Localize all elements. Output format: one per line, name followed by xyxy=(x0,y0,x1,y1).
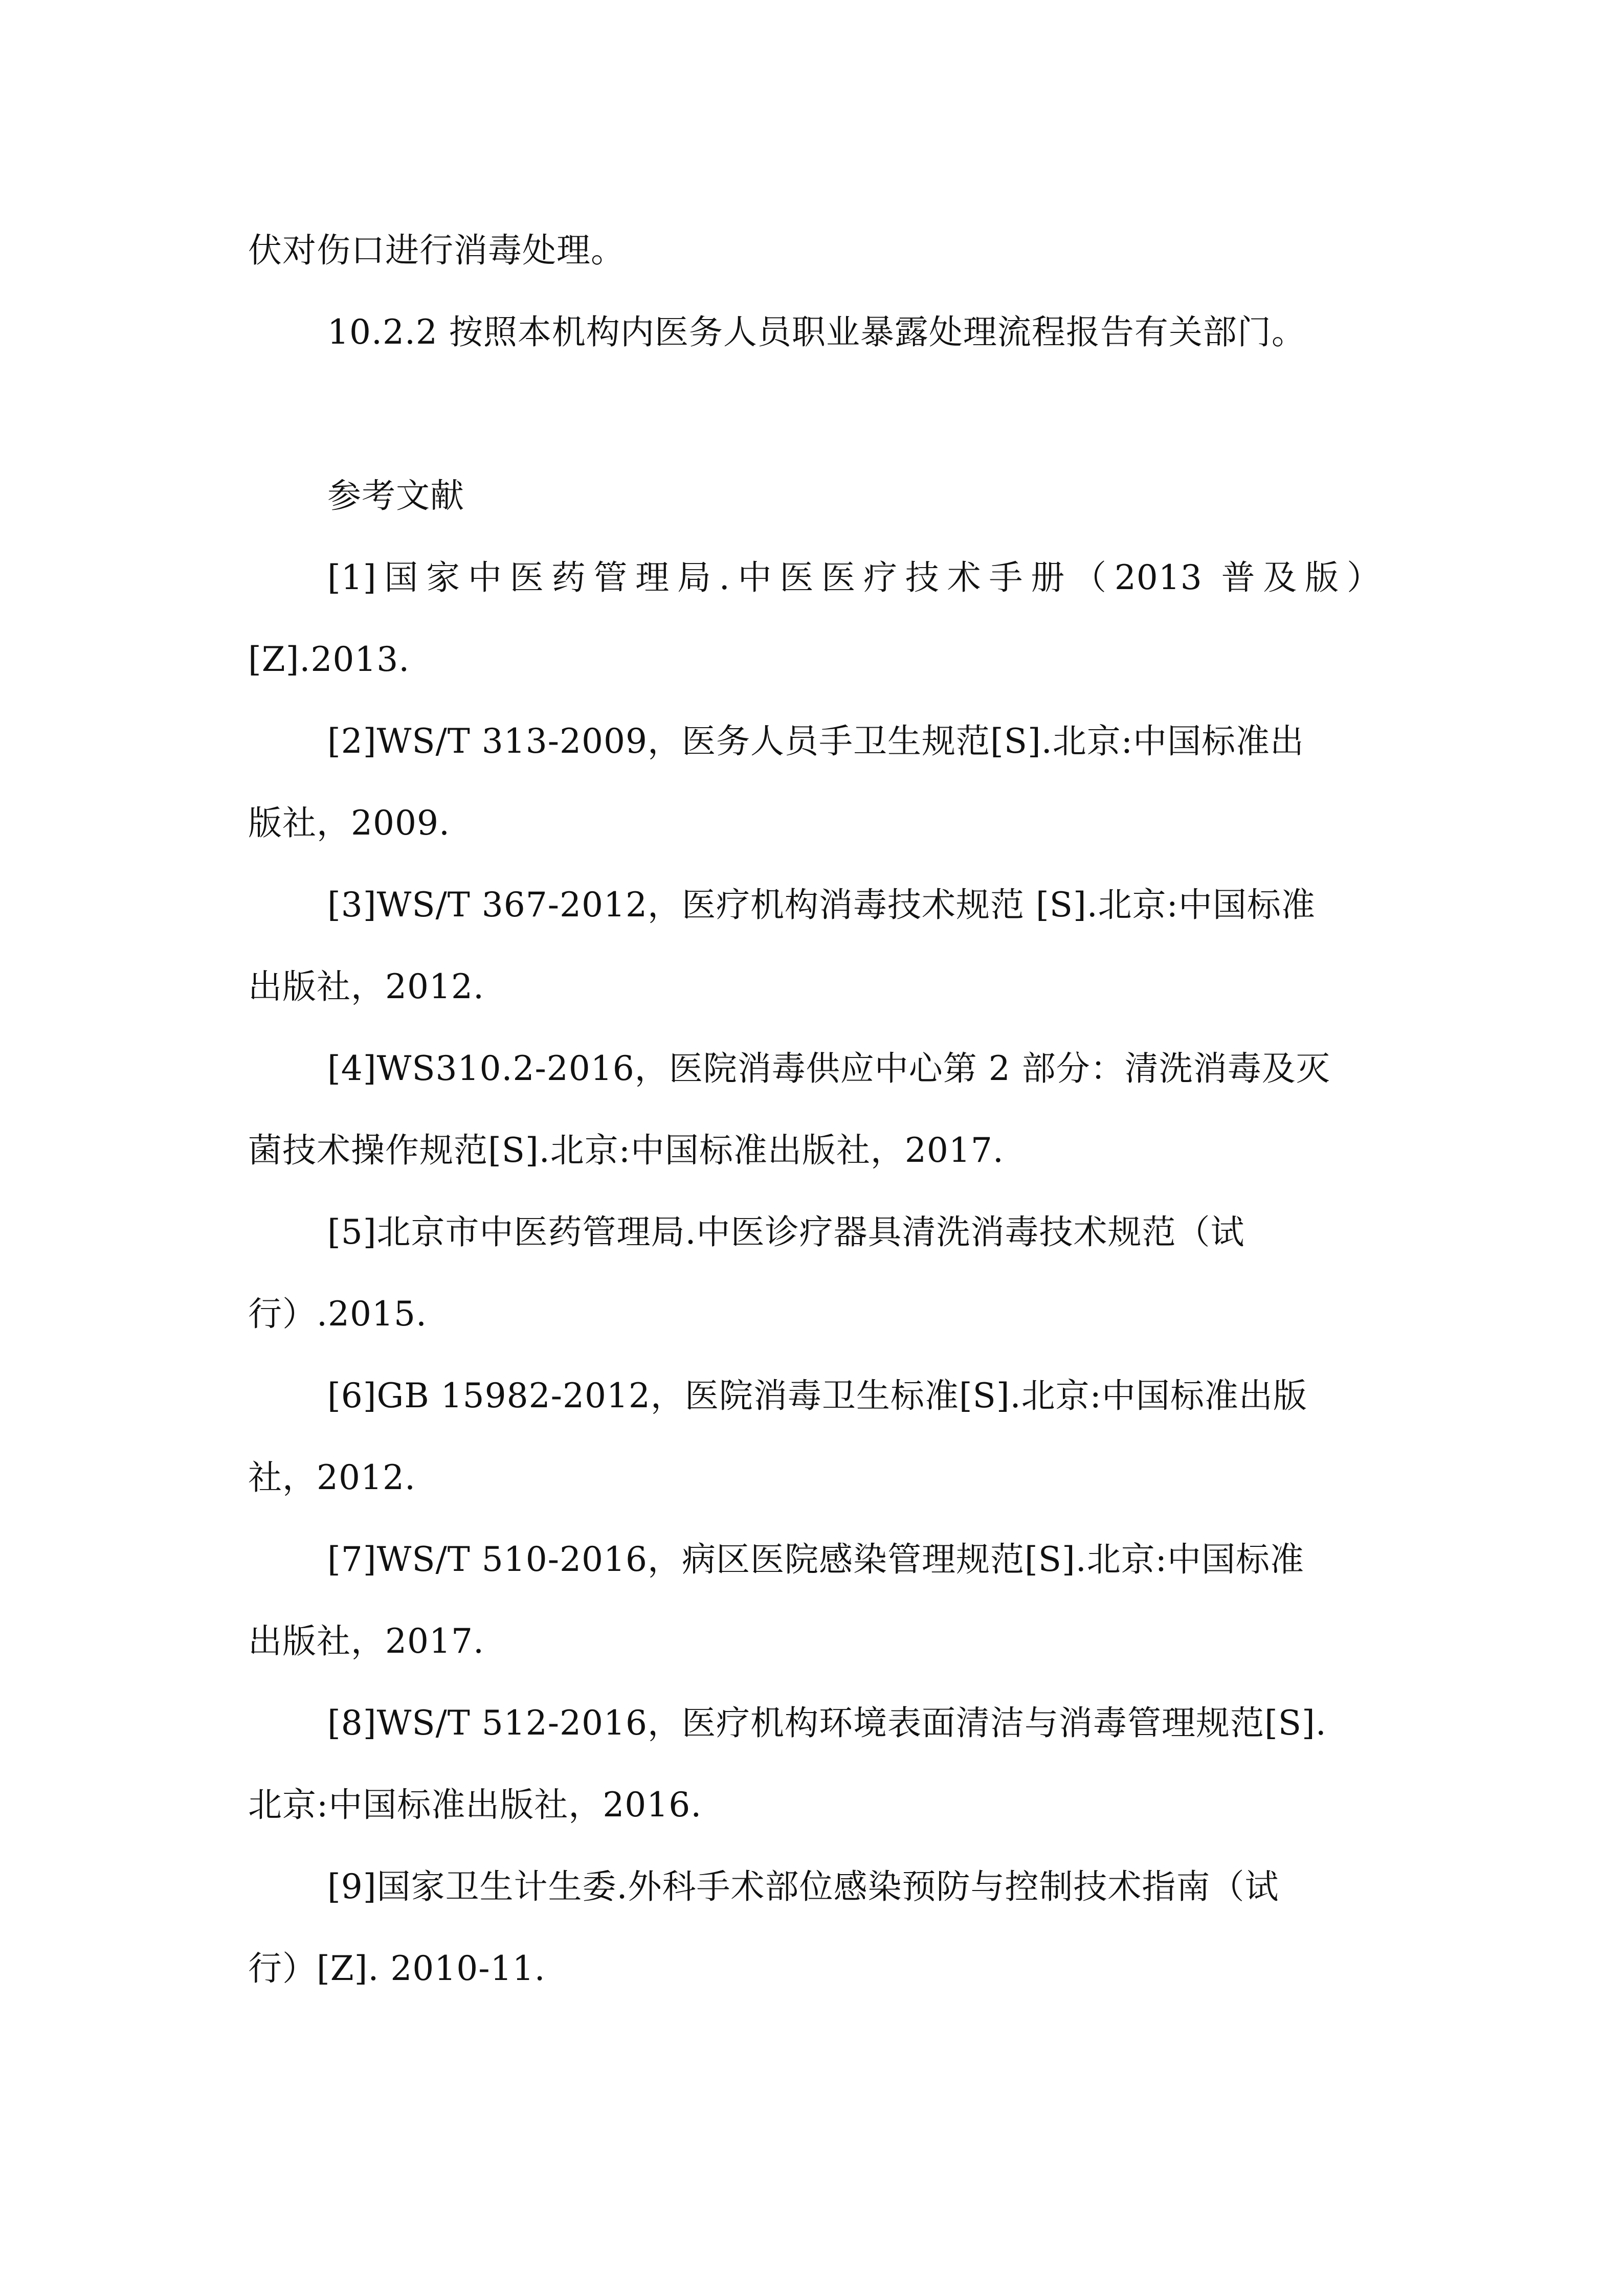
reference-8-line-2: 北京:中国标准出版社，2016. xyxy=(248,1785,702,1825)
reference-5-line-1: [5]北京市中医药管理局.中医诊疗器具清洗消毒技术规范（试 xyxy=(327,1212,1245,1252)
references-heading: 参考文献 xyxy=(327,476,464,515)
reference-7-line-1: [7]WS/T 510-2016，病区医院感染管理规范[S].北京:中国标准 xyxy=(327,1540,1304,1579)
reference-8-line-1: [8]WS/T 512-2016，医疗机构环境表面清洁与消毒管理规范[S]. xyxy=(327,1703,1327,1743)
reference-9-line-1: [9]国家卫生计生委.外科手术部位感染预防与控制技术指南（试 xyxy=(327,1867,1279,1906)
reference-3-line-2: 出版社，2012. xyxy=(248,967,484,1006)
body-line-continuation: 伏对伤口进行消毒处理。 xyxy=(248,231,625,270)
reference-6-line-2: 社，2012. xyxy=(248,1458,416,1497)
reference-2-line-2: 版社，2009. xyxy=(248,803,450,843)
section-10-2-2: 10.2.2 按照本机构内医务人员职业暴露处理流程报告有关部门。 xyxy=(327,312,1306,352)
reference-2-line-1: [2]WS/T 313-2009，医务人员手卫生规范[S].北京:中国标准出 xyxy=(327,722,1304,761)
reference-1-line-2: [Z].2013. xyxy=(248,640,410,679)
reference-7-line-2: 出版社，2017. xyxy=(248,1622,484,1661)
reference-9-line-2: 行）[Z]. 2010-11. xyxy=(248,1949,546,1988)
reference-6-line-1: [6]GB 15982-2012，医院消毒卫生标准[S].北京:中国标准出版 xyxy=(327,1376,1307,1415)
reference-4-line-2: 菌技术操作规范[S].北京:中国标准出版社，2017. xyxy=(248,1131,1004,1170)
reference-3-line-1: [3]WS/T 367-2012，医疗机构消毒技术规范 [S].北京:中国标准 xyxy=(327,885,1316,925)
reference-1-line-1: [1]国家中医药管理局.中医医疗技术手册（2013 普及版） xyxy=(327,558,1381,597)
reference-5-line-2: 行）.2015. xyxy=(248,1294,427,1334)
reference-4-line-1: [4]WS310.2-2016，医院消毒供应中心第 2 部分：清洗消毒及灭 xyxy=(327,1049,1330,1088)
